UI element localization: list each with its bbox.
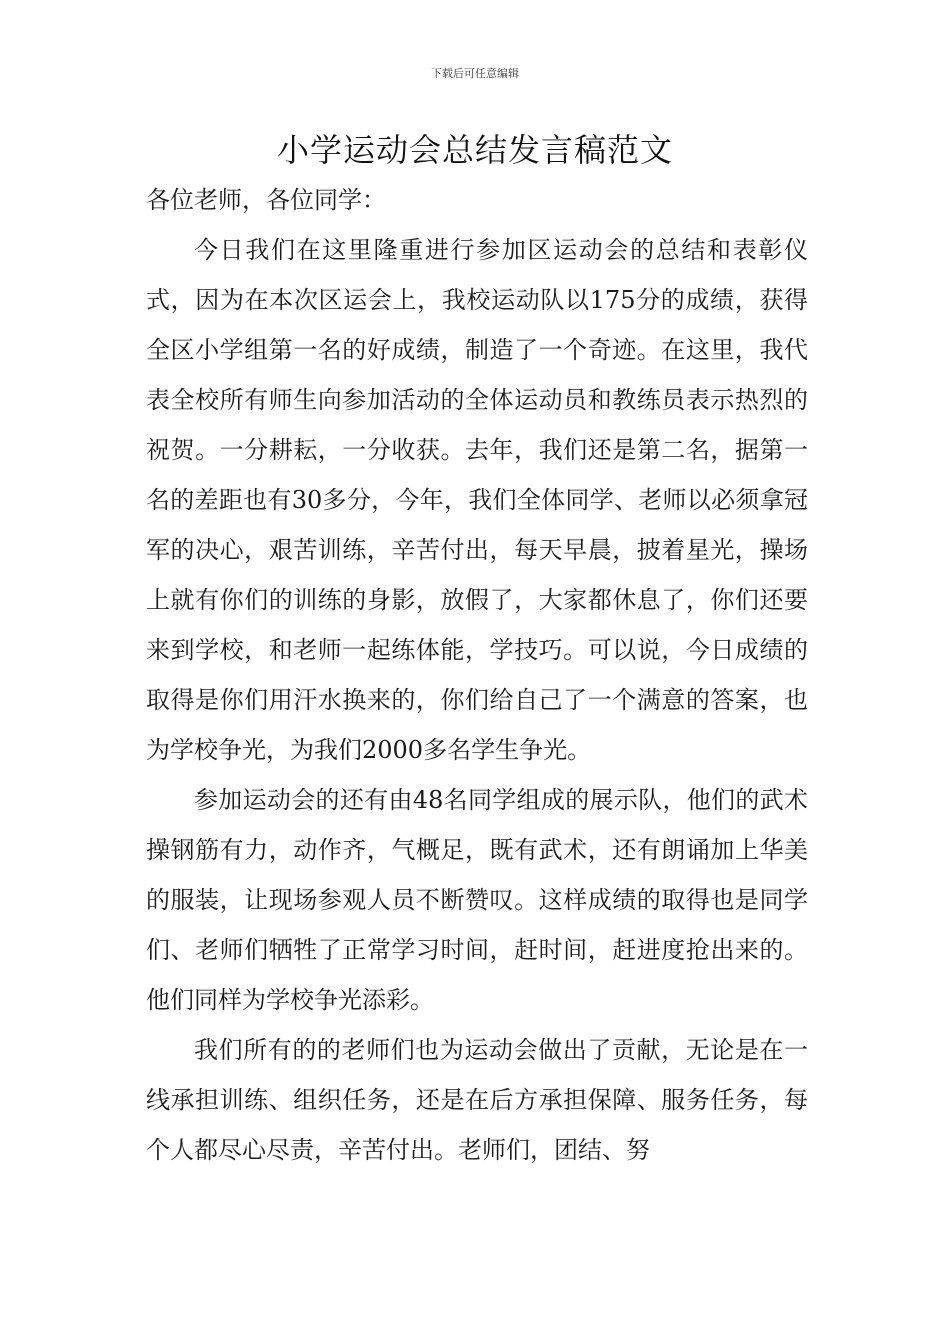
document-body xyxy=(146,175,808,1175)
paragraph-3: 我们所有的的老师们也为运动会做出了贡献，无论是在一线承担训练、组织任务，还是在后方承担保障、服务任务，每个人都尽心尽责，辛苦付出。老师们，团结、努 xyxy=(146,1036,808,1164)
paragraph-1: 今日我们在这里隆重进行参加区运动会的总结和表彰仪式，因为在本次区运会上，我校运动队以175分的成绩，获得全区小学组第一名的好成绩，制造了一个奇迹。在这里，我代表全校所有师生向参加活动的全体运动员和教练员表示热烈的祝贺。一分耕耘，一分收获。去年，我们还是第二名，据第一名的差距也有30多分，今年，我们全体同学、老师以必须拿冠军的决心，艰苦训练，辛苦付出，每天早晨，披着星光，操场上就有你们的训练的身影，放假了，大家都休息了，你们还要来到学校，和老师一起练体能，学技巧。可以说，今日成绩的取得是你们用汗水换来的，你们给自己了一个满意的答案，也为学校争光，为我们2000多名学生争光。 xyxy=(146,236,808,764)
header-note: 下载后可任意编辑 xyxy=(431,67,519,80)
paragraph-2: 参加运动会的还有由48名同学组成的展示队，他们的武术操钢筋有力，动作齐，气概足，既有武术，还有朗诵加上华美的服装，让现场参观人员不断赞叹。这样成绩的取得也是同学们、老师们牺牲了正常学习时间，赶时间，赶进度抢出来的。他们同样为学校争光添彩。 xyxy=(146,786,808,1014)
document-title: 小学运动会总结发言稿范文 xyxy=(276,131,673,169)
salutation: 各位老师，各位同学： xyxy=(146,186,386,214)
